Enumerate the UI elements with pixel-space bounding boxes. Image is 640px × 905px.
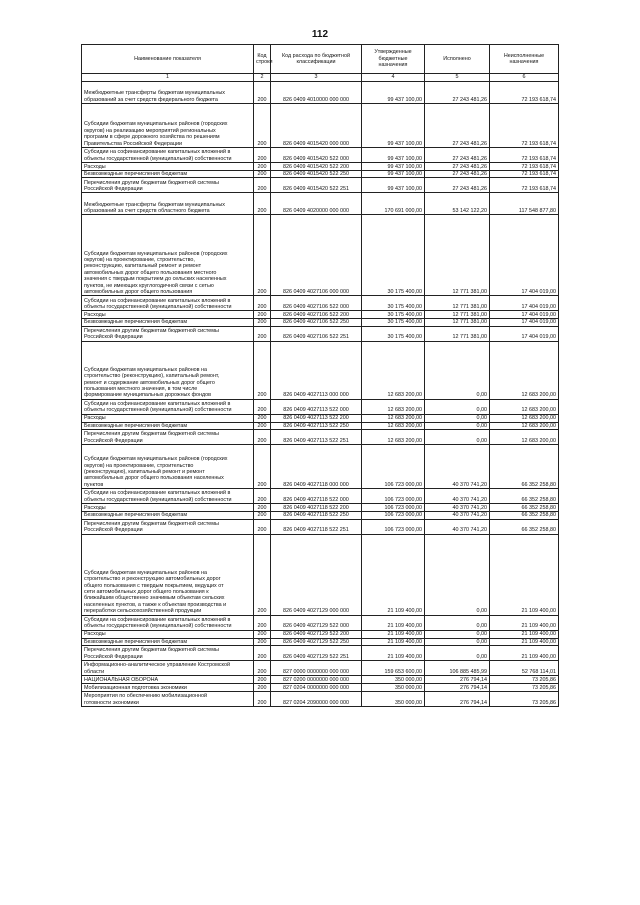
row-unexecuted: 21 109 400,00 [490, 534, 559, 615]
row-executed: 0,00 [425, 638, 490, 645]
row-approved: 21 109 400,00 [362, 534, 425, 615]
row-line-code: 200 [254, 399, 271, 414]
header-unexecuted: Неисполненные назначения [490, 45, 559, 74]
row-budget-code: 826 0409 4027113 522 200 [271, 414, 362, 422]
column-number: 1 [82, 74, 254, 82]
row-unexecuted: 72 193 618,74 [490, 171, 559, 178]
row-budget-code: 826 0409 4027118 000 000 [271, 445, 362, 489]
row-line-code: 200 [254, 430, 271, 445]
row-executed: 106 885 485,99 [425, 661, 490, 676]
row-line-code: 200 [254, 311, 271, 319]
row-name: Перечисления другим бюджетам бюджетной системы Российской Федерации [82, 646, 254, 661]
table-row [82, 430, 559, 445]
row-line-code: 200 [254, 684, 271, 692]
row-line-code: 200 [254, 422, 271, 429]
table-row [82, 445, 559, 489]
row-line-code: 200 [254, 104, 271, 148]
row-unexecuted: 66 352 258,80 [490, 519, 559, 534]
row-approved: 106 723 000,00 [362, 519, 425, 534]
row-executed: 12 771 381,00 [425, 319, 490, 326]
row-approved: 30 175 400,00 [362, 215, 425, 296]
row-approved: 12 683 200,00 [362, 422, 425, 429]
row-executed: 40 370 741,20 [425, 445, 490, 489]
row-name: Субсидии бюджетам муниципальных районов (городских округов) на проектирование, строительство, реконструкцию, капитальный ремонт и ремонт автомобильных дорог общего пользования местного значения с твердым покрытием до сельских населенных пунктов, не имеющих круглогодичной связи с сетью автомобильных дорог общего пользования [82, 215, 254, 296]
row-unexecuted: 52 768 114,01 [490, 661, 559, 676]
header-budget-code: Код расхода по бюджетной классификации [271, 45, 362, 74]
row-name: Безвозмездные перечисления бюджетам [82, 422, 254, 429]
table-row [82, 661, 559, 676]
row-approved: 12 683 200,00 [362, 341, 425, 399]
row-name: Перечисления другим бюджетам бюджетной системы Российской Федерации [82, 519, 254, 534]
header-row [82, 45, 559, 74]
row-unexecuted: 66 352 258,80 [490, 489, 559, 504]
row-name: Субсидии бюджетам муниципальных районов (городских округов) на реализацию мероприятий региональных программ в сфере дорожного хозяйства по решениям Правительства Российской Федерации [82, 104, 254, 148]
row-approved: 30 175 400,00 [362, 326, 425, 341]
row-line-code: 200 [254, 630, 271, 638]
row-approved: 99 437 100,00 [362, 104, 425, 148]
row-unexecuted: 12 683 200,00 [490, 414, 559, 422]
row-line-code: 200 [254, 489, 271, 504]
row-line-code: 200 [254, 661, 271, 676]
row-executed: 0,00 [425, 341, 490, 399]
row-line-code: 200 [254, 504, 271, 512]
row-line-code: 200 [254, 638, 271, 645]
page-number: 112 [311, 29, 329, 40]
row-line-code: 200 [254, 215, 271, 296]
row-unexecuted: 17 404 019,00 [490, 319, 559, 326]
row-line-code: 200 [254, 414, 271, 422]
table-row [82, 630, 559, 638]
row-unexecuted: 117 548 877,80 [490, 193, 559, 215]
row-approved: 30 175 400,00 [362, 296, 425, 311]
row-name: Субсидии на софинансирование капитальных вложений в объекты государственной (муниципальной) собственности [82, 148, 254, 163]
table-row [82, 414, 559, 422]
row-approved: 99 437 100,00 [362, 148, 425, 163]
row-budget-code: 826 0409 4027129 522 200 [271, 630, 362, 638]
row-name: Субсидии на софинансирование капитальных вложений в объекты государственной (муниципальной) собственности [82, 399, 254, 414]
row-executed: 27 243 481,26 [425, 148, 490, 163]
row-unexecuted: 21 109 400,00 [490, 630, 559, 638]
table-row [82, 163, 559, 171]
row-budget-code: 826 0409 4027129 000 000 [271, 534, 362, 615]
row-line-code: 200 [254, 512, 271, 519]
row-unexecuted: 66 352 258,80 [490, 512, 559, 519]
row-budget-code: 826 0409 4027118 522 000 [271, 489, 362, 504]
row-unexecuted: 73 205,86 [490, 692, 559, 707]
row-executed: 0,00 [425, 646, 490, 661]
header-line-code: Код строки [254, 45, 271, 74]
row-approved: 350 000,00 [362, 692, 425, 707]
row-approved: 99 437 100,00 [362, 82, 425, 104]
row-line-code: 200 [254, 534, 271, 615]
row-approved: 99 437 100,00 [362, 171, 425, 178]
table-row [82, 512, 559, 519]
row-executed: 40 370 741,20 [425, 489, 490, 504]
row-approved: 12 683 200,00 [362, 399, 425, 414]
table-row [82, 504, 559, 512]
row-executed: 12 771 381,00 [425, 215, 490, 296]
row-name: Перечисления другим бюджетам бюджетной системы Российской Федерации [82, 178, 254, 193]
row-budget-code: 826 0409 4015420 522 000 [271, 148, 362, 163]
table-row [82, 104, 559, 148]
row-line-code: 200 [254, 171, 271, 178]
table-row [82, 296, 559, 311]
row-executed: 0,00 [425, 414, 490, 422]
row-budget-code: 827 0204 2090000 000 000 [271, 692, 362, 707]
row-budget-code: 827 0204 0000000 000 000 [271, 684, 362, 692]
row-line-code: 200 [254, 615, 271, 630]
row-name: Расходы [82, 414, 254, 422]
row-executed: 27 243 481,26 [425, 82, 490, 104]
row-approved: 21 109 400,00 [362, 638, 425, 645]
column-number: 5 [425, 74, 490, 82]
row-executed: 276 794,14 [425, 676, 490, 684]
header-approved: Утвержденные бюджетные назначения [362, 45, 425, 74]
row-name: Безвозмездные перечисления бюджетам [82, 171, 254, 178]
row-name: Субсидии на софинансирование капитальных вложений в объекты государственной (муниципальной) собственности [82, 296, 254, 311]
row-executed: 40 370 741,20 [425, 512, 490, 519]
row-name: Субсидии бюджетам муниципальных районов на строительство (реконструкцию), капитальный ремонт, ремонт и содержание автомобильных дорог общего пользования местного значения, в том числе формирование муниципальных дорожных фондов [82, 341, 254, 399]
row-line-code: 200 [254, 326, 271, 341]
row-executed: 276 794,14 [425, 684, 490, 692]
row-line-code: 200 [254, 148, 271, 163]
row-name: Мероприятия по обеспечению мобилизационной готовности экономики [82, 692, 254, 707]
row-name: Перечисления другим бюджетам бюджетной системы Российской Федерации [82, 430, 254, 445]
row-unexecuted: 17 404 019,00 [490, 326, 559, 341]
table-row [82, 534, 559, 615]
row-approved: 21 109 400,00 [362, 646, 425, 661]
row-name: Безвозмездные перечисления бюджетам [82, 319, 254, 326]
table-row [82, 638, 559, 645]
column-number: 2 [254, 74, 271, 82]
row-approved: 159 653 600,00 [362, 661, 425, 676]
row-executed: 0,00 [425, 630, 490, 638]
row-unexecuted: 72 193 618,74 [490, 104, 559, 148]
row-budget-code: 826 0409 4027113 522 251 [271, 430, 362, 445]
row-unexecuted: 72 193 618,74 [490, 163, 559, 171]
row-executed: 0,00 [425, 534, 490, 615]
row-executed: 0,00 [425, 422, 490, 429]
row-unexecuted: 72 193 618,74 [490, 82, 559, 104]
row-budget-code: 826 0409 4015420 522 200 [271, 163, 362, 171]
row-line-code: 200 [254, 296, 271, 311]
table-row [82, 178, 559, 193]
row-executed: 27 243 481,26 [425, 104, 490, 148]
row-line-code: 200 [254, 163, 271, 171]
budget-report-table [81, 44, 559, 707]
column-number: 4 [362, 74, 425, 82]
row-budget-code: 826 0409 4020000 000 000 [271, 193, 362, 215]
row-approved: 350 000,00 [362, 684, 425, 692]
table-row [82, 684, 559, 692]
row-approved: 99 437 100,00 [362, 163, 425, 171]
row-name: Расходы [82, 163, 254, 171]
table-row [82, 615, 559, 630]
row-line-code: 200 [254, 178, 271, 193]
row-unexecuted: 72 193 618,74 [490, 148, 559, 163]
row-line-code: 200 [254, 519, 271, 534]
table-row [82, 193, 559, 215]
row-budget-code: 826 0409 4027106 000 000 [271, 215, 362, 296]
row-executed: 0,00 [425, 399, 490, 414]
row-budget-code: 826 0409 4010000 000 000 [271, 82, 362, 104]
row-budget-code: 826 0409 4027129 522 250 [271, 638, 362, 645]
row-name: Мобилизационная подготовка экономики [82, 684, 254, 692]
row-unexecuted: 73 205,86 [490, 676, 559, 684]
row-executed: 276 794,14 [425, 692, 490, 707]
row-unexecuted: 66 352 258,80 [490, 445, 559, 489]
row-line-code: 200 [254, 341, 271, 399]
row-unexecuted: 72 193 618,74 [490, 178, 559, 193]
row-approved: 21 109 400,00 [362, 615, 425, 630]
row-budget-code: 827 0200 0000000 000 000 [271, 676, 362, 684]
row-unexecuted: 17 404 019,00 [490, 215, 559, 296]
row-name: Безвозмездные перечисления бюджетам [82, 512, 254, 519]
row-line-code: 200 [254, 193, 271, 215]
row-executed: 53 142 122,20 [425, 193, 490, 215]
table-row [82, 399, 559, 414]
column-number: 6 [490, 74, 559, 82]
row-name: Субсидии бюджетам муниципальных районов на строительство и реконструкцию автомобильных дорог общего пользования с твердым покрытием, ведущих от сети автомобильных дорог общего пользования к ближайшим общественно значимым объектам сельских населенных пунктов, а также к объектам производства и переработки сельскохозяйственной продукции [82, 534, 254, 615]
row-executed: 0,00 [425, 430, 490, 445]
table-row [82, 82, 559, 104]
row-budget-code: 826 0409 4027118 522 200 [271, 504, 362, 512]
row-executed: 27 243 481,26 [425, 163, 490, 171]
table-row [82, 215, 559, 296]
row-name: Расходы [82, 630, 254, 638]
table-row [82, 311, 559, 319]
row-name: Субсидии на софинансирование капитальных вложений в объекты государственной (муниципальной) собственности [82, 615, 254, 630]
row-approved: 99 437 100,00 [362, 178, 425, 193]
row-line-code: 200 [254, 445, 271, 489]
column-number-row [82, 74, 559, 82]
row-approved: 30 175 400,00 [362, 311, 425, 319]
row-approved: 106 723 000,00 [362, 504, 425, 512]
row-approved: 21 109 400,00 [362, 630, 425, 638]
row-budget-code: 826 0409 4015420 000 000 [271, 104, 362, 148]
row-name: Расходы [82, 504, 254, 512]
table-row [82, 646, 559, 661]
row-budget-code: 826 0409 4027129 522 000 [271, 615, 362, 630]
row-approved: 106 723 000,00 [362, 445, 425, 489]
row-unexecuted: 12 683 200,00 [490, 341, 559, 399]
row-unexecuted: 12 683 200,00 [490, 430, 559, 445]
row-budget-code: 826 0409 4027113 000 000 [271, 341, 362, 399]
row-executed: 40 370 741,20 [425, 504, 490, 512]
row-unexecuted: 73 205,86 [490, 684, 559, 692]
table-row [82, 319, 559, 326]
row-executed: 0,00 [425, 615, 490, 630]
row-approved: 170 691 000,00 [362, 193, 425, 215]
row-budget-code: 826 0409 4027113 522 000 [271, 399, 362, 414]
row-name: Информационно-аналитическое управление Костромской области [82, 661, 254, 676]
row-line-code: 200 [254, 82, 271, 104]
table-row [82, 341, 559, 399]
row-unexecuted: 21 109 400,00 [490, 638, 559, 645]
row-executed: 12 771 381,00 [425, 296, 490, 311]
row-unexecuted: 21 109 400,00 [490, 646, 559, 661]
row-line-code: 200 [254, 646, 271, 661]
row-unexecuted: 17 404 019,00 [490, 311, 559, 319]
row-name: Перечисления другим бюджетам бюджетной системы Российской Федерации [82, 326, 254, 341]
row-name: Безвозмездные перечисления бюджетам [82, 638, 254, 645]
table-body [82, 82, 559, 707]
row-unexecuted: 21 109 400,00 [490, 615, 559, 630]
row-approved: 106 723 000,00 [362, 512, 425, 519]
row-executed: 12 771 381,00 [425, 311, 490, 319]
row-unexecuted: 66 352 258,80 [490, 504, 559, 512]
row-approved: 106 723 000,00 [362, 489, 425, 504]
row-executed: 12 771 381,00 [425, 326, 490, 341]
table-row [82, 326, 559, 341]
row-budget-code: 826 0409 4027106 522 251 [271, 326, 362, 341]
row-budget-code: 826 0409 4027129 522 251 [271, 646, 362, 661]
table-row [82, 519, 559, 534]
header-name: Наименование показателя [82, 45, 254, 74]
row-line-code: 200 [254, 676, 271, 684]
row-approved: 12 683 200,00 [362, 430, 425, 445]
row-budget-code: 826 0409 4027118 522 251 [271, 519, 362, 534]
row-executed: 27 243 481,26 [425, 178, 490, 193]
table-row [82, 676, 559, 684]
row-budget-code: 826 0409 4027113 522 250 [271, 422, 362, 429]
row-budget-code: 826 0409 4027118 522 250 [271, 512, 362, 519]
row-unexecuted: 17 404 019,00 [490, 296, 559, 311]
row-budget-code: 826 0409 4015420 522 251 [271, 178, 362, 193]
row-approved: 350 000,00 [362, 676, 425, 684]
row-name: НАЦИОНАЛЬНАЯ ОБОРОНА [82, 676, 254, 684]
row-name: Расходы [82, 311, 254, 319]
row-budget-code: 826 0409 4027106 522 000 [271, 296, 362, 311]
row-name: Субсидии на софинансирование капитальных вложений в объекты государственной (муниципальной) собственности [82, 489, 254, 504]
row-approved: 30 175 400,00 [362, 319, 425, 326]
header-executed: Исполнено [425, 45, 490, 74]
row-budget-code: 826 0409 4015420 522 250 [271, 171, 362, 178]
row-executed: 27 243 481,26 [425, 171, 490, 178]
row-executed: 40 370 741,20 [425, 519, 490, 534]
row-approved: 12 683 200,00 [362, 414, 425, 422]
table-row [82, 422, 559, 429]
row-budget-code: 826 0409 4027106 522 250 [271, 319, 362, 326]
row-line-code: 200 [254, 692, 271, 707]
row-unexecuted: 12 683 200,00 [490, 422, 559, 429]
row-budget-code: 826 0409 4027106 522 200 [271, 311, 362, 319]
row-unexecuted: 12 683 200,00 [490, 399, 559, 414]
table-row [82, 171, 559, 178]
row-name: Межбюджетные трансферты бюджетам муниципальных образований за счет средств областного бюджета [82, 193, 254, 215]
row-line-code: 200 [254, 319, 271, 326]
column-number: 3 [271, 74, 362, 82]
row-name: Межбюджетные трансферты бюджетам муниципальных образований за счет средств федерального бюджета [82, 82, 254, 104]
table-row [82, 489, 559, 504]
table-row [82, 692, 559, 707]
row-budget-code: 827 0000 0000000 000 000 [271, 661, 362, 676]
table-row [82, 148, 559, 163]
row-name: Субсидии бюджетам муниципальных районов (городских округов) на проектирование, строительство (реконструкцию), капитальный ремонт и ремонт автомобильных дорог общего пользования населенных пунктов [82, 445, 254, 489]
